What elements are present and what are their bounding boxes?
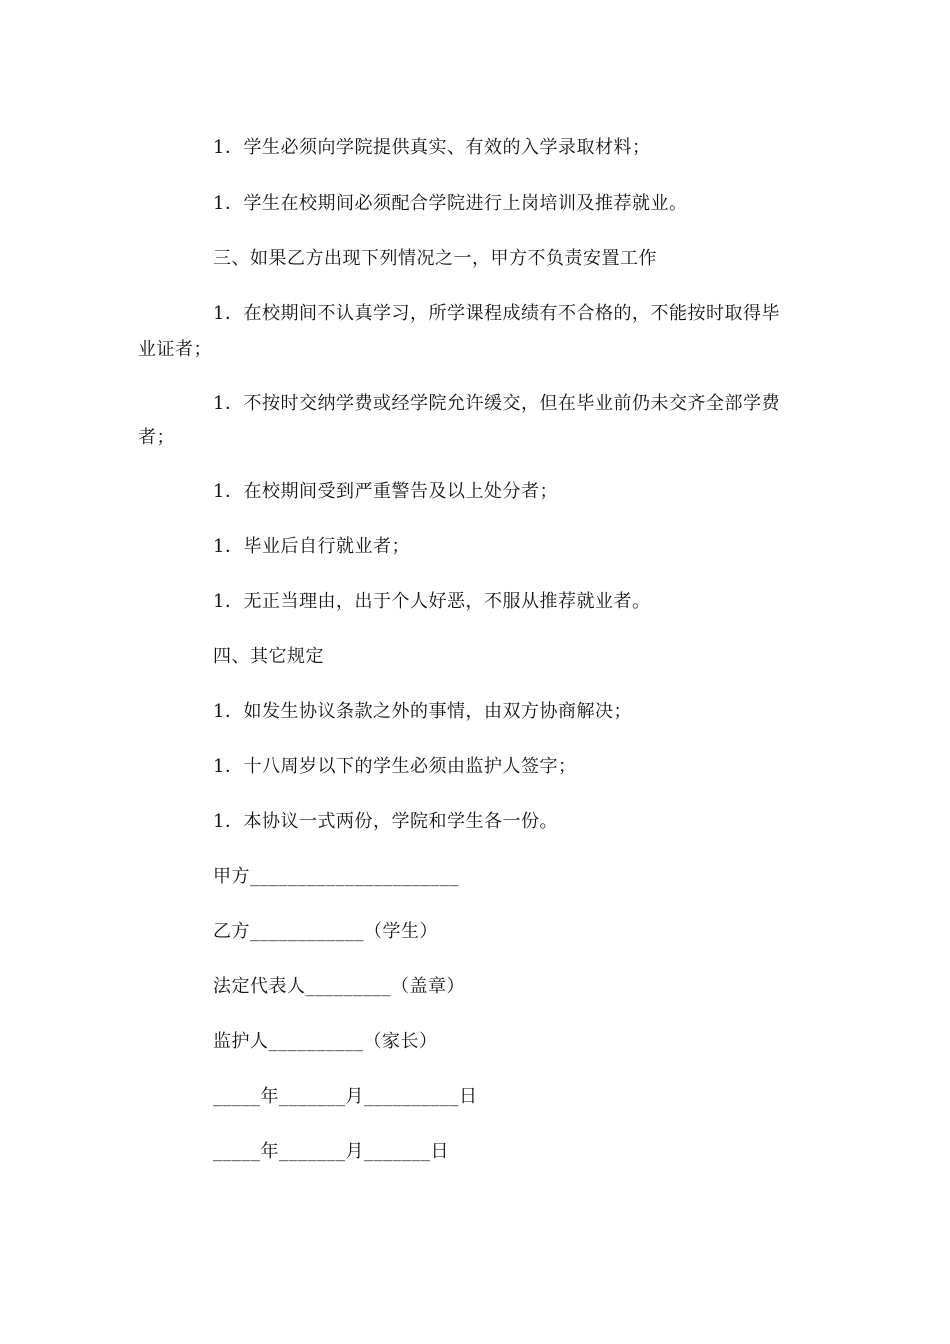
- clause-refuse-recommendation: 1．无正当理由，出于个人好恶，不服从推荐就业者。: [213, 591, 651, 612]
- date-line-first: _____年_______月__________日: [213, 1086, 478, 1107]
- clause-training-employment: 1．学生在校期间必须配合学院进行上岗培训及推荐就业。: [213, 193, 688, 214]
- clause-self-employment: 1．毕业后自行就业者；: [213, 536, 410, 557]
- clause-academic-failure: 1．在校期间不认真学习，所学课程成绩有不合格的，不能按时取得毕: [213, 303, 780, 324]
- section-heading-four: 四、其它规定: [213, 646, 324, 667]
- clause-academic-failure-continued: 业证者；: [138, 339, 212, 360]
- section-heading-three: 三、如果乙方出现下列情况之一，甲方不负责安置工作: [213, 248, 657, 269]
- clause-unpaid-tuition-continued: 者；: [138, 427, 175, 448]
- signature-legal-representative: 法定代表人_________（盖章）: [213, 976, 465, 997]
- clause-other-matters: 1．如发生协议条款之外的事情，由双方协商解决；: [213, 701, 632, 722]
- signature-party-a: 甲方______________________: [213, 866, 459, 887]
- date-line-second: _____年_______月_______日: [213, 1141, 449, 1162]
- clause-unpaid-tuition: 1．不按时交纳学费或经学院允许缓交，但在毕业前仍未交齐全部学费: [213, 393, 780, 414]
- clause-two-copies: 1．本协议一式两份，学院和学生各一份。: [213, 811, 558, 832]
- clause-guardian-signature: 1．十八周岁以下的学生必须由监护人签字；: [213, 756, 577, 777]
- signature-guardian: 监护人__________（家长）: [213, 1031, 438, 1052]
- clause-disciplinary-warning: 1．在校期间受到严重警告及以上处分者；: [213, 481, 558, 502]
- signature-party-b: 乙方____________（学生）: [213, 921, 438, 942]
- clause-admission-materials: 1．学生必须向学院提供真实、有效的入学录取材料；: [213, 137, 651, 158]
